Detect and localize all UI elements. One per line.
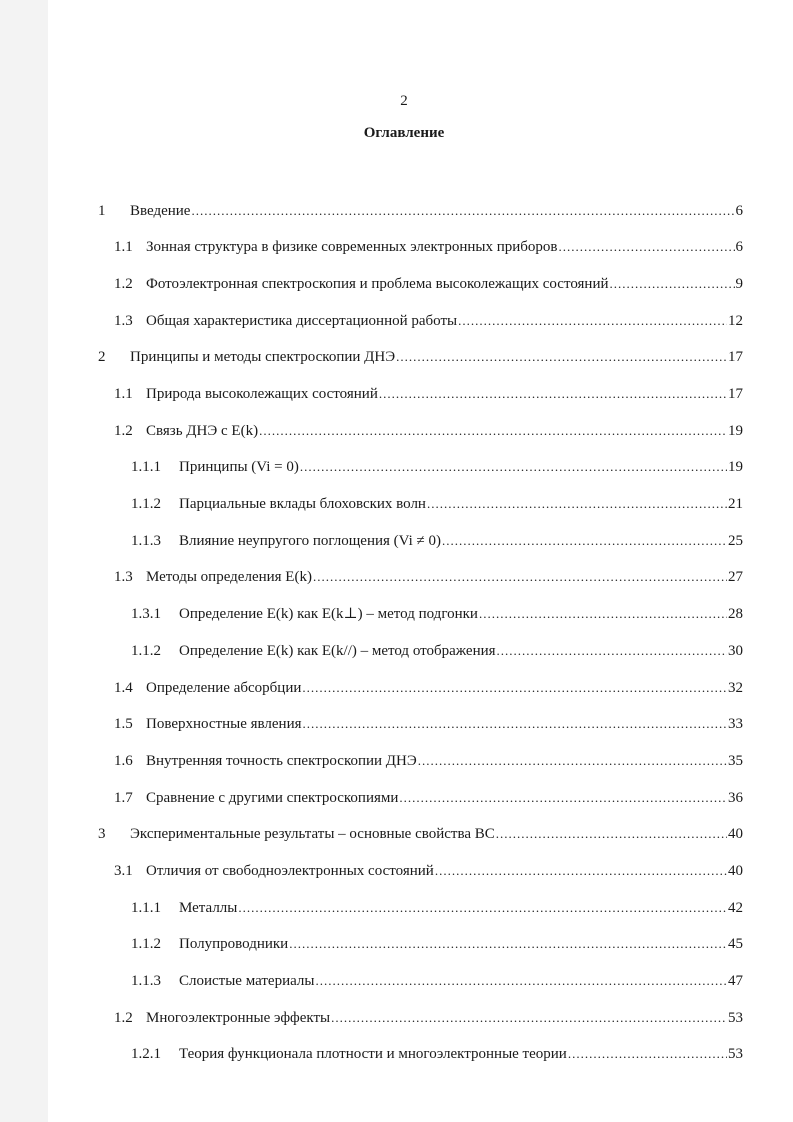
- toc-entry-number: 1.7: [114, 790, 133, 806]
- toc-entry-number: 1.1.1: [131, 459, 161, 475]
- dot-leader: [458, 311, 727, 331]
- toc-entry[interactable]: [0, 788, 793, 808]
- toc-entry[interactable]: [0, 347, 793, 367]
- toc-entry-title: Парциальные вклады блоховских волн: [179, 496, 426, 512]
- toc-entry-number: 1.1.2: [131, 936, 161, 952]
- toc-entry-page: 9: [735, 276, 743, 292]
- dot-leader: [427, 494, 727, 514]
- toc-entry-page: 17: [728, 386, 743, 402]
- toc-entry-title: Природа высоколежащих состояний: [146, 386, 378, 402]
- toc-entry-title: Общая характеристика диссертационной работы: [146, 313, 458, 329]
- toc-entry-title: Теория функционала плотности и многоэлектронные теории: [179, 1046, 567, 1062]
- toc-entry-number: 1.6: [114, 753, 133, 769]
- toc-entry[interactable]: [0, 201, 793, 221]
- toc-entry-number: 3: [98, 826, 106, 842]
- dot-leader: [259, 421, 727, 441]
- toc-entry-title: Определение абсорбции: [146, 680, 302, 696]
- toc-entry[interactable]: [0, 1008, 793, 1028]
- toc-entry-title: Металлы: [179, 900, 238, 916]
- dot-leader: [610, 274, 735, 294]
- dot-leader: [435, 861, 727, 881]
- toc-entry-number: 1.1: [114, 386, 133, 402]
- toc-entry-page: 32: [728, 680, 743, 696]
- dot-leader: [399, 788, 727, 808]
- page-title: Оглавление: [363, 125, 445, 141]
- toc-entry-title: Влияние неупругого поглощения (Vi ≠ 0): [179, 533, 441, 549]
- toc-entry-title: Многоэлектронные эффекты: [146, 1010, 331, 1026]
- dot-leader: [303, 714, 728, 734]
- toc-entry[interactable]: [0, 421, 793, 441]
- toc-entry-page: 12: [728, 313, 743, 329]
- toc-entry-title: Сравнение с другими спектроскопиями: [146, 790, 399, 806]
- toc-entry[interactable]: [0, 641, 793, 661]
- toc-entry-title: Принципы (Vi = 0): [179, 459, 299, 475]
- toc-entry-number: 1.2: [114, 276, 133, 292]
- page-number: 2: [400, 93, 408, 109]
- toc-entry-number: 1.4: [114, 680, 133, 696]
- toc-entry-number: 2: [98, 349, 106, 365]
- toc-entry[interactable]: [0, 714, 793, 734]
- dot-leader: [442, 531, 727, 551]
- toc-entry-number: 1.3: [114, 313, 133, 329]
- toc-entry-title: Введение: [130, 203, 191, 219]
- toc-entry-page: 21: [728, 496, 743, 512]
- toc-entry-page: 45: [728, 936, 743, 952]
- dot-leader: [418, 751, 727, 771]
- toc-entry-page: 47: [728, 973, 743, 989]
- toc-entry[interactable]: [0, 898, 793, 918]
- toc-entry-title: Определение E(k) как E(k⊥) – метод подгонки: [179, 606, 478, 622]
- toc-entry-page: 30: [728, 643, 743, 659]
- toc-entry-number: 1.2: [114, 1010, 133, 1026]
- toc-entry-page: 33: [728, 716, 743, 732]
- toc-entry-number: 1.1.3: [131, 533, 161, 549]
- toc-entry-title: Внутренняя точность спектроскопии ДНЭ: [146, 753, 417, 769]
- dot-leader: [302, 678, 727, 698]
- toc-entry-page: 27: [728, 569, 743, 585]
- toc-entry-page: 35: [728, 753, 743, 769]
- toc-entry-number: 1.1.2: [131, 643, 161, 659]
- toc-entry-title: Поверхностные явления: [146, 716, 302, 732]
- toc-entry-page: 53: [728, 1046, 743, 1062]
- toc-entry-title: Отличия от свободноэлектронных состояний: [146, 863, 434, 879]
- toc-entry-page: 6: [735, 203, 743, 219]
- toc-entry-number: 1.1: [114, 239, 133, 255]
- toc-entry[interactable]: [0, 274, 793, 294]
- toc-entry-page: 42: [728, 900, 743, 916]
- toc-entry[interactable]: [0, 494, 793, 514]
- dot-leader: [559, 237, 735, 257]
- toc-entry-title: Определение E(k) как E(k//) – метод отображения: [179, 643, 496, 659]
- toc-entry-page: 25: [728, 533, 743, 549]
- toc-entry-title: Связь ДНЭ с E(k): [146, 423, 259, 439]
- toc-entry[interactable]: [0, 311, 793, 331]
- dot-leader: [289, 934, 727, 954]
- toc-entry[interactable]: [0, 934, 793, 954]
- toc-entry-title: Принципы и методы спектроскопии ДНЭ: [130, 349, 396, 365]
- toc-entry-title: Методы определения E(k): [146, 569, 312, 585]
- dot-leader: [300, 457, 727, 477]
- toc-entry-title: Зонная структура в физике современных электронных приборов: [146, 239, 558, 255]
- toc-entry-number: 1.2.1: [131, 1046, 161, 1062]
- toc-entry-number: 1: [98, 203, 106, 219]
- dot-leader: [497, 641, 727, 661]
- dot-leader: [396, 347, 727, 367]
- toc-entry[interactable]: [0, 384, 793, 404]
- dot-leader: [331, 1008, 727, 1028]
- toc-entry-number: 3.1: [114, 863, 133, 879]
- dot-leader: [379, 384, 727, 404]
- toc-entry-title: Экспериментальные результаты – основные свойства ВС: [130, 826, 495, 842]
- toc-entry[interactable]: [0, 237, 793, 257]
- toc-entry-number: 1.1.3: [131, 973, 161, 989]
- toc-entry[interactable]: [0, 971, 793, 991]
- toc-entry[interactable]: [0, 567, 793, 587]
- dot-leader: [313, 567, 727, 587]
- toc-entry[interactable]: [0, 1044, 793, 1064]
- toc-entry-title: Полупроводники: [179, 936, 289, 952]
- toc-entry[interactable]: [0, 861, 793, 881]
- toc-entry-page: 53: [728, 1010, 743, 1026]
- toc-entry-page: 19: [728, 459, 743, 475]
- dot-leader: [191, 201, 734, 221]
- toc-entry-page: 19: [728, 423, 743, 439]
- toc-entry-page: 40: [728, 863, 743, 879]
- dot-leader: [496, 824, 727, 844]
- toc-entry-page: 40: [728, 826, 743, 842]
- toc-entry[interactable]: [0, 457, 793, 477]
- dot-leader: [238, 898, 727, 918]
- toc-entry-number: 1.1.2: [131, 496, 161, 512]
- toc-entry[interactable]: [0, 824, 793, 844]
- dot-leader: [315, 971, 727, 991]
- toc-entry-number: 1.1.1: [131, 900, 161, 916]
- dot-leader: [479, 604, 727, 624]
- toc-entry-number: 1.3: [114, 569, 133, 585]
- toc-entry-page: 28: [728, 606, 743, 622]
- toc-entry-title: Фотоэлектронная спектроскопия и проблема высоколежащих состояний: [146, 276, 609, 292]
- toc-entry-title: Слоистые материалы: [179, 973, 315, 989]
- toc-entry[interactable]: [0, 531, 793, 551]
- toc-entry[interactable]: [0, 751, 793, 771]
- toc-entry-number: 1.2: [114, 423, 133, 439]
- toc-entry-page: 6: [735, 239, 743, 255]
- toc-entry[interactable]: [0, 604, 793, 624]
- toc-entry-page: 17: [728, 349, 743, 365]
- toc-entry[interactable]: [0, 678, 793, 698]
- dot-leader: [568, 1044, 727, 1064]
- toc-entry-page: 36: [728, 790, 743, 806]
- toc-entry-number: 1.5: [114, 716, 133, 732]
- toc-entry-number: 1.3.1: [131, 606, 161, 622]
